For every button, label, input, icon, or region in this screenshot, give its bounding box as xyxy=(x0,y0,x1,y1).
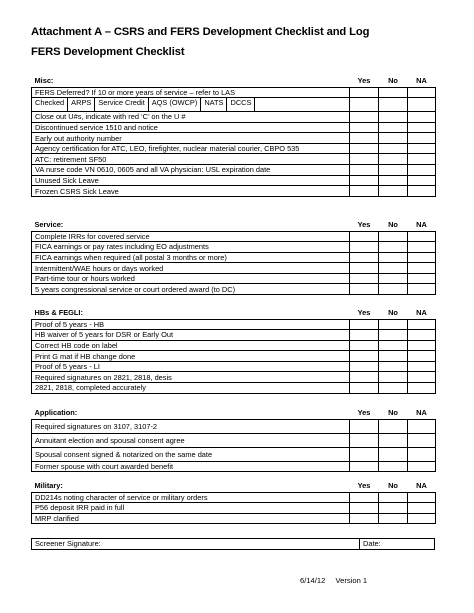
misc-table xyxy=(31,75,436,197)
na-cell[interactable] xyxy=(408,433,436,447)
yes-cell[interactable] xyxy=(350,143,379,154)
no-cell[interactable] xyxy=(379,143,408,154)
na-cell[interactable] xyxy=(408,175,436,186)
checklist-item: FICA earnings when required (all postal 3 months or more) xyxy=(32,252,350,263)
col-na: NA xyxy=(408,75,436,87)
yes-cell[interactable] xyxy=(350,372,379,383)
checklist-item: Complete IRRs for covered service xyxy=(32,231,350,242)
na-cell[interactable] xyxy=(408,263,436,274)
checklist-item: Proof of 5 years - LI xyxy=(32,361,350,372)
no-cell[interactable] xyxy=(379,87,408,98)
no-cell[interactable] xyxy=(379,492,408,503)
checklist-item: MRP clarified xyxy=(32,513,350,524)
no-cell[interactable] xyxy=(379,447,408,461)
checklist-item: HB waiver of 5 years for DSR or Early Out xyxy=(32,330,350,341)
footer-date: 6/14/12 xyxy=(300,576,326,585)
yes-cell[interactable] xyxy=(350,433,379,447)
checklist-item: 2821, 2818, completed accurately xyxy=(32,383,350,394)
no-cell[interactable] xyxy=(379,231,408,242)
col-no: No xyxy=(379,307,408,319)
checklist-item: Intermittent/WAE hours or days worked xyxy=(32,263,350,274)
na-cell[interactable] xyxy=(408,252,436,263)
checklist-item: FERS Deferred? If 10 or more years of service – refer to LAS xyxy=(32,87,350,98)
checklist-item: Proof of 5 years - HB xyxy=(32,319,350,330)
no-cell[interactable] xyxy=(379,419,408,433)
no-cell[interactable] xyxy=(379,154,408,165)
na-cell[interactable] xyxy=(408,133,436,144)
checked-option[interactable]: Service Credit xyxy=(95,98,148,111)
checked-option[interactable]: ARPS xyxy=(68,98,95,111)
na-cell[interactable] xyxy=(408,87,436,98)
yes-cell[interactable] xyxy=(350,340,379,351)
checklist-item: Required signatures on 2821, 2818, desis xyxy=(32,372,350,383)
yes-cell[interactable] xyxy=(350,98,379,112)
yes-cell[interactable] xyxy=(350,513,379,524)
yes-cell[interactable] xyxy=(350,284,379,295)
yes-cell[interactable] xyxy=(350,242,379,253)
checklist-item: Unused Sick Leave xyxy=(32,175,350,186)
checklist-item: Frozen CSRS Sick Leave xyxy=(32,186,350,197)
na-cell[interactable] xyxy=(408,447,436,461)
checked-option[interactable]: NATS xyxy=(201,98,227,111)
yes-cell[interactable] xyxy=(350,122,379,133)
na-cell[interactable] xyxy=(408,319,436,330)
checklist-item: Discontinued service 1510 and notice xyxy=(32,122,350,133)
na-cell[interactable] xyxy=(408,273,436,284)
no-cell[interactable] xyxy=(379,263,408,274)
yes-cell[interactable] xyxy=(350,319,379,330)
col-no: No xyxy=(379,219,408,231)
col-yes: Yes xyxy=(350,307,379,319)
col-no: No xyxy=(379,407,408,419)
yes-cell[interactable] xyxy=(350,186,379,197)
yes-cell[interactable] xyxy=(350,503,379,514)
checklist-item: 5 years congressional service or court ordered award (to DC) xyxy=(32,284,350,295)
na-cell[interactable] xyxy=(408,419,436,433)
na-cell[interactable] xyxy=(408,186,436,197)
yes-cell[interactable] xyxy=(350,330,379,341)
application-table xyxy=(31,407,436,472)
footer-version: Version 1 xyxy=(335,576,368,585)
checked-option[interactable]: AQS (OWCP) xyxy=(149,98,202,111)
col-na: NA xyxy=(408,307,436,319)
na-cell[interactable] xyxy=(408,122,436,133)
na-cell[interactable] xyxy=(408,330,436,341)
no-cell[interactable] xyxy=(379,186,408,197)
screener-signature-field[interactable]: Screener Signature: xyxy=(32,539,360,549)
yes-cell[interactable] xyxy=(350,419,379,433)
no-cell[interactable] xyxy=(379,461,408,472)
checked-options-row xyxy=(32,98,350,112)
yes-cell[interactable] xyxy=(350,492,379,503)
col-na: NA xyxy=(408,480,436,492)
no-cell[interactable] xyxy=(379,330,408,341)
checklist-item: Former spouse with court awarded benefit xyxy=(32,461,350,472)
na-cell[interactable] xyxy=(408,284,436,295)
checklist-item: Part-time tour or hours worked xyxy=(32,273,350,284)
misc-heading: Misc: xyxy=(32,75,350,87)
application-heading: Application: xyxy=(32,407,350,419)
na-cell[interactable] xyxy=(408,383,436,394)
military-heading: Military: xyxy=(32,480,350,492)
no-cell[interactable] xyxy=(379,433,408,447)
checklist-item: Required signatures on 3107, 3107-2 xyxy=(32,419,350,433)
checklist-item: VA nurse code VN 0610, 0605 and all VA physician: USL expiration date xyxy=(32,165,350,176)
no-cell[interactable] xyxy=(379,175,408,186)
military-table xyxy=(31,480,436,524)
checklist-item: FICA earnings or pay rates including EO adjustments xyxy=(32,242,350,253)
yes-cell[interactable] xyxy=(350,133,379,144)
hbs-fegli-table xyxy=(31,307,436,394)
checklist-item: Spousal consent signed & notarized on the same date xyxy=(32,447,350,461)
na-cell[interactable] xyxy=(408,143,436,154)
na-cell[interactable] xyxy=(408,503,436,514)
date-field[interactable]: Date: xyxy=(363,539,381,548)
col-yes: Yes xyxy=(350,75,379,87)
yes-cell[interactable] xyxy=(350,461,379,472)
na-cell[interactable] xyxy=(408,361,436,372)
yes-cell[interactable] xyxy=(350,273,379,284)
na-cell[interactable] xyxy=(408,351,436,362)
checklist-item: P56 deposit IRR paid in full xyxy=(32,503,350,514)
no-cell[interactable] xyxy=(379,361,408,372)
document-subtitle: FERS Development Checklist xyxy=(31,46,185,58)
no-cell[interactable] xyxy=(379,383,408,394)
checked-label: Checked xyxy=(32,98,69,111)
na-cell[interactable] xyxy=(408,154,436,165)
checklist-item: Annuitant election and spousal consent agree xyxy=(32,433,350,447)
col-na: NA xyxy=(408,219,436,231)
checklist-item: Close out U#s, indicate with red ‘C’ on the U # xyxy=(32,112,350,123)
document-title: Attachment A – CSRS and FERS Development Checklist and Log xyxy=(31,26,370,38)
footer xyxy=(300,576,375,585)
yes-cell[interactable] xyxy=(350,154,379,165)
no-cell[interactable] xyxy=(379,122,408,133)
yes-cell[interactable] xyxy=(350,175,379,186)
na-cell[interactable] xyxy=(408,461,436,472)
na-cell[interactable] xyxy=(408,98,436,112)
col-yes: Yes xyxy=(350,219,379,231)
no-cell[interactable] xyxy=(379,319,408,330)
service-heading: Service: xyxy=(32,219,350,231)
checklist-item: Agency certification for ATC, LEO, firefighter, nuclear material courier, CBPO 535 xyxy=(32,143,350,154)
yes-cell[interactable] xyxy=(350,351,379,362)
checklist-item: Print G mat if HB change done xyxy=(32,351,350,362)
checklist-item: Early out authority number xyxy=(32,133,350,144)
no-cell[interactable] xyxy=(379,252,408,263)
na-cell[interactable] xyxy=(408,492,436,503)
yes-cell[interactable] xyxy=(350,112,379,123)
no-cell[interactable] xyxy=(379,98,408,112)
na-cell[interactable] xyxy=(408,231,436,242)
yes-cell[interactable] xyxy=(350,263,379,274)
na-cell[interactable] xyxy=(408,340,436,351)
na-cell[interactable] xyxy=(408,513,436,524)
no-cell[interactable] xyxy=(379,372,408,383)
checklist-item: Correct HB code on label xyxy=(32,340,350,351)
no-cell[interactable] xyxy=(379,513,408,524)
no-cell[interactable] xyxy=(379,112,408,123)
no-cell[interactable] xyxy=(379,133,408,144)
no-cell[interactable] xyxy=(379,242,408,253)
no-cell[interactable] xyxy=(379,273,408,284)
checklist-item: DD214s noting character of service or military orders xyxy=(32,492,350,503)
na-cell[interactable] xyxy=(408,112,436,123)
hbs-heading: HBs & FEGLI: xyxy=(32,307,350,319)
signature-row xyxy=(31,538,435,550)
checked-option[interactable]: DCCS xyxy=(227,98,255,111)
na-cell[interactable] xyxy=(408,165,436,176)
no-cell[interactable] xyxy=(379,351,408,362)
yes-cell[interactable] xyxy=(350,231,379,242)
na-cell[interactable] xyxy=(408,372,436,383)
yes-cell[interactable] xyxy=(350,252,379,263)
na-cell[interactable] xyxy=(408,242,436,253)
col-no: No xyxy=(379,75,408,87)
no-cell[interactable] xyxy=(379,340,408,351)
yes-cell[interactable] xyxy=(350,87,379,98)
col-na: NA xyxy=(408,407,436,419)
col-yes: Yes xyxy=(350,407,379,419)
service-table xyxy=(31,219,436,295)
no-cell[interactable] xyxy=(379,284,408,295)
yes-cell[interactable] xyxy=(350,447,379,461)
checklist-item: ATC: retirement SF50 xyxy=(32,154,350,165)
col-no: No xyxy=(379,480,408,492)
yes-cell[interactable] xyxy=(350,383,379,394)
yes-cell[interactable] xyxy=(350,165,379,176)
no-cell[interactable] xyxy=(379,165,408,176)
yes-cell[interactable] xyxy=(350,361,379,372)
no-cell[interactable] xyxy=(379,503,408,514)
col-yes: Yes xyxy=(350,480,379,492)
